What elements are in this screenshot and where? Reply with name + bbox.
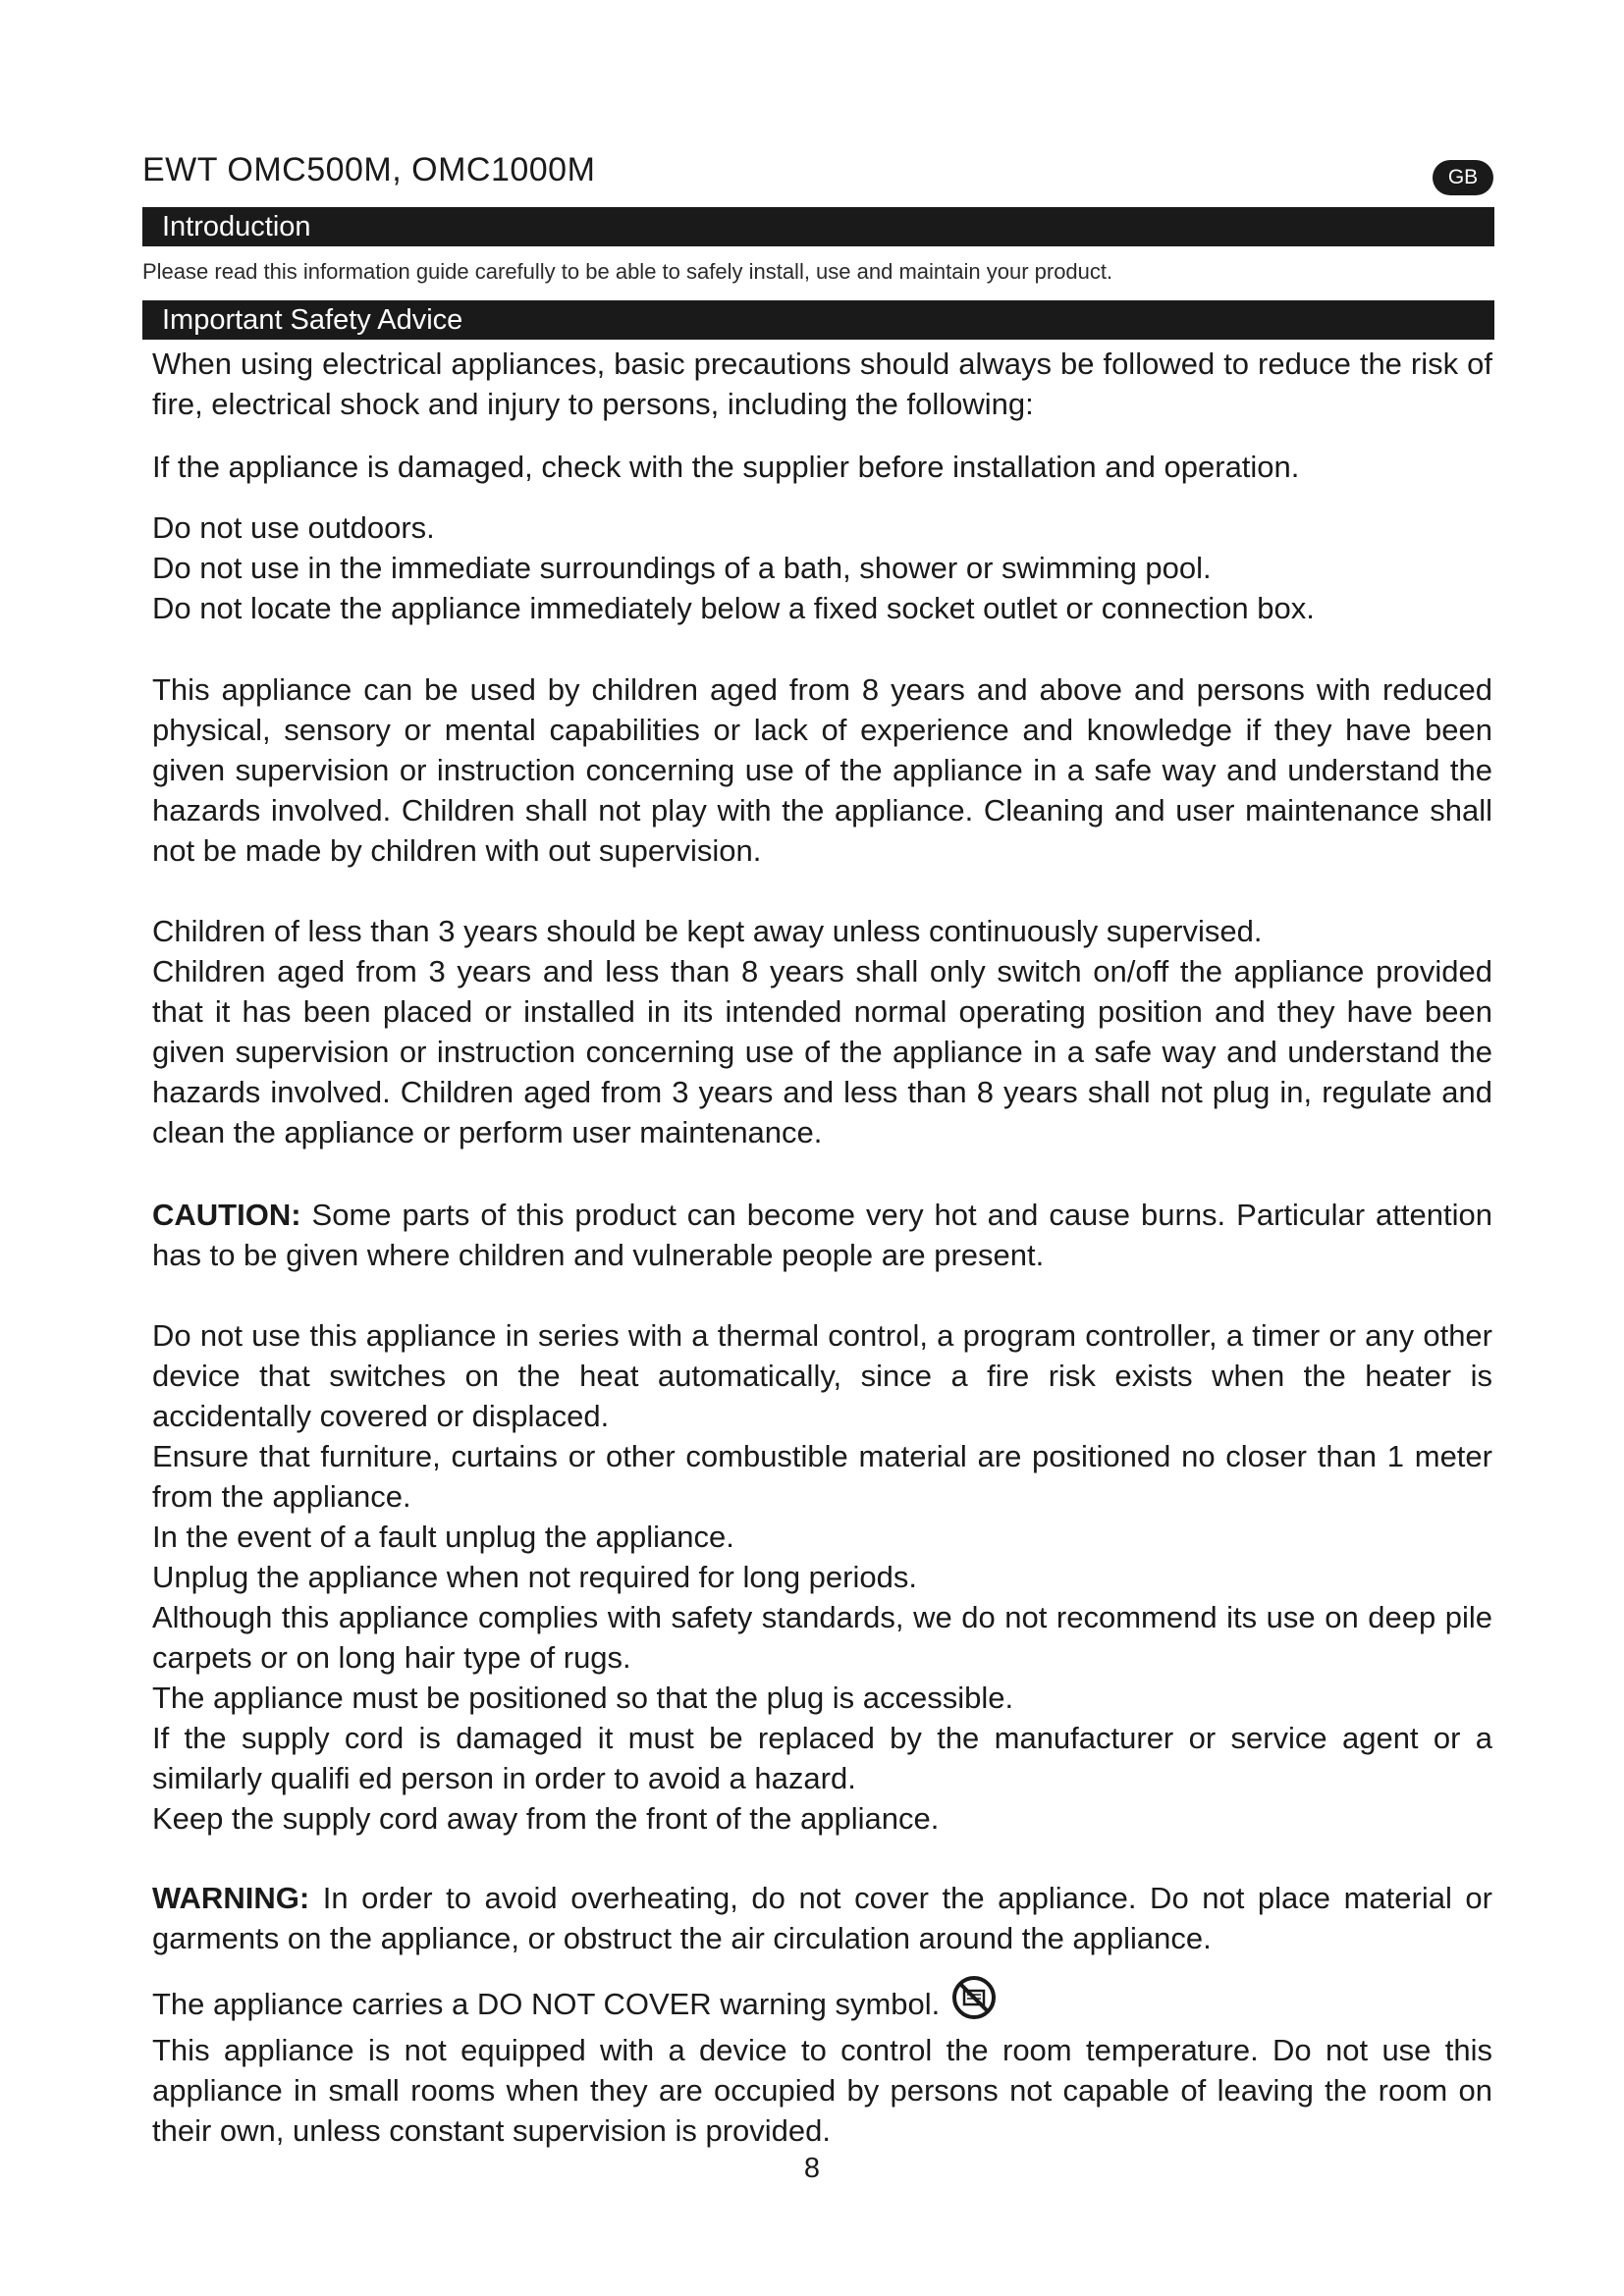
caution-text: Some parts of this product can become very hot and cause burns. Particular attention has to be given where children and vulnerable people are present. xyxy=(152,1198,1492,1272)
paragraph: Do not locate the appliance immediately below a fixed socket outlet or connection box. xyxy=(152,591,1315,625)
paragraph: Do not use in the immediate surroundings of a bath, shower or swimming pool. xyxy=(152,551,1212,585)
paragraph: When using electrical appliances, basic precautions should always be followed to reduce the risk of fire, electrical shock and injury to persons, including the following: xyxy=(152,347,1492,421)
section-heading-safety: Important Safety Advice xyxy=(142,300,1494,340)
introduction-text: Please read this information guide carefully to be able to safely install, use and maintain your product. xyxy=(142,259,1113,284)
paragraph: Unplug the appliance when not required for long periods. xyxy=(152,1560,917,1594)
safety-paragraph-usage xyxy=(152,1315,1492,1839)
safety-paragraph-precautions xyxy=(152,344,1492,424)
safety-paragraph-location xyxy=(152,507,1492,628)
safety-paragraph-children-3 xyxy=(152,911,1492,1152)
paragraph: Children aged from 3 years and less than 8 years shall only switch on/off the appliance provided that it has been placed or installed in its intended normal operating position and they have been given supervision or instruction concerning use of the appliance in a safe way and understand the hazards involved. Children aged from 3 years and less than 8 years shall not plug in, regulate and clean the appliance or perform user maintenance. xyxy=(152,954,1492,1149)
do-not-cover-icon xyxy=(951,1975,997,2030)
paragraph: In the event of a fault unplug the appliance. xyxy=(152,1520,734,1554)
paragraph: If the appliance is damaged, check with the supplier before installation and operation. xyxy=(152,450,1300,484)
model-title: EWT OMC500M, OMC1000M xyxy=(142,151,596,188)
paragraph: This appliance can be used by children aged from 8 years and above and persons with reduced physical, sensory or mental capabilities or lack of experience and knowledge if they have been given supervision or instruction concerning use of the appliance in a safe way and understand the hazards involved. Children shall not play with the appliance. Cleaning and user maintenance shall not be made by children with out supervision. xyxy=(152,672,1492,868)
section-heading-introduction: Introduction xyxy=(142,207,1494,246)
safety-paragraph-damaged xyxy=(152,447,1492,487)
paragraph: This appliance is not equipped with a device to control the room temperature. Do not use this appliance in small rooms when they are occupied by persons not capable of leaving the room on their own, unless constant supervision is provided. xyxy=(152,2033,1492,2148)
caution-label: CAUTION: xyxy=(152,1198,301,1232)
do-not-cover-text: The appliance carries a DO NOT COVER warning symbol. xyxy=(152,1987,941,2021)
page-number: 8 xyxy=(803,2153,821,2184)
paragraph: Do not use outdoors. xyxy=(152,510,435,545)
warning-label: WARNING: xyxy=(152,1881,310,1915)
paragraph xyxy=(152,1975,1492,2030)
paragraph: Keep the supply cord away from the front of the appliance. xyxy=(152,1801,940,1836)
caution-paragraph xyxy=(152,1195,1492,1275)
paragraph: Children of less than 3 years should be kept away unless continuously supervised. xyxy=(152,914,1263,948)
paragraph: If the supply cord is damaged it must be replaced by the manufacturer or service agent or a similarly qualifi ed person in order to avoid a hazard. xyxy=(152,1721,1492,1795)
paragraph: Do not use this appliance in series with a thermal control, a program controller, a timer or any other device that switches on the heat automatically, since a fire risk exists when the heater is accidentally covered or displaced. xyxy=(152,1318,1492,1433)
paragraph xyxy=(152,1195,1492,1275)
warning-text: In order to avoid overheating, do not cover the appliance. Do not place material or garments on the appliance, or obstruct the air circulation around the appliance. xyxy=(152,1881,1492,1955)
paragraph: Ensure that furniture, curtains or other combustible material are positioned no closer than 1 meter from the appliance. xyxy=(152,1439,1492,1514)
safety-paragraph-symbol xyxy=(152,1975,1492,2151)
language-badge: GB xyxy=(1433,160,1493,195)
paragraph: The appliance must be positioned so that the plug is accessible. xyxy=(152,1681,1014,1715)
paragraph xyxy=(152,1878,1492,1958)
safety-paragraph-children-8 xyxy=(152,669,1492,871)
paragraph: Although this appliance complies with safety standards, we do not recommend its use on deep pile carpets or on long hair type of rugs. xyxy=(152,1600,1492,1675)
warning-paragraph xyxy=(152,1878,1492,1958)
